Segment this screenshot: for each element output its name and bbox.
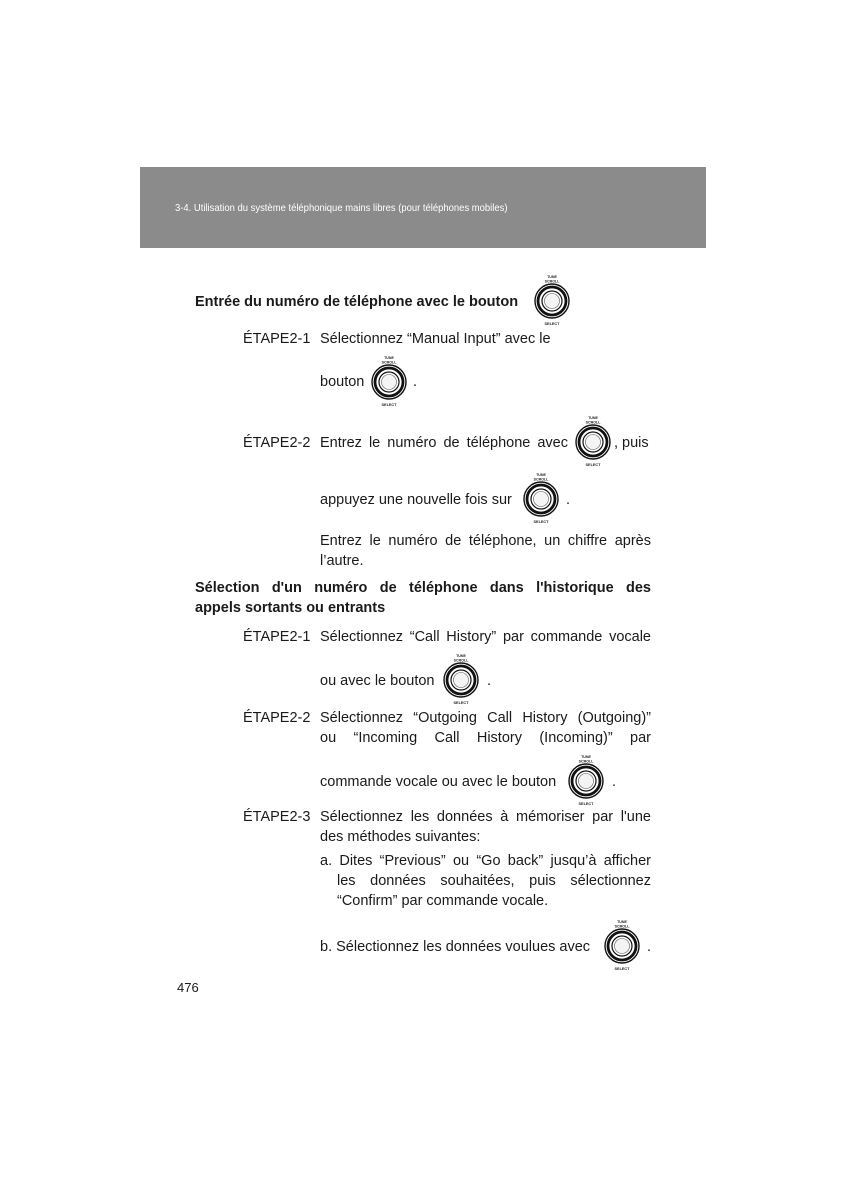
svg-text:SELECT: SELECT <box>453 701 469 705</box>
step-text: Sélectionnez “Outgoing Call History (Outgoing)” <box>320 710 651 726</box>
svg-text:SCROLL: SCROLL <box>453 658 469 663</box>
tune-scroll-knob-icon <box>573 414 613 468</box>
step-label: ÉTAPE2-2 <box>243 435 311 451</box>
svg-text:SCROLL: SCROLL <box>544 279 560 284</box>
svg-text:SELECT: SELECT <box>533 520 549 524</box>
svg-text:SCROLL: SCROLL <box>381 360 397 365</box>
step-label: ÉTAPE2-2 <box>243 710 311 726</box>
svg-text:TUNE: TUNE <box>547 275 557 279</box>
step-text: appuyez une nouvelle fois sur <box>320 492 512 508</box>
svg-text:SELECT: SELECT <box>614 967 630 971</box>
step-label: ÉTAPE2-1 <box>243 629 311 645</box>
svg-text:SCROLL: SCROLL <box>533 477 549 482</box>
svg-text:SCROLL: SCROLL <box>614 924 630 929</box>
svg-text:SCROLL: SCROLL <box>585 420 601 425</box>
svg-text:SCROLL: SCROLL <box>578 759 594 764</box>
punctuation: . <box>647 939 652 955</box>
step-text: commande vocale ou avec le bouton <box>320 774 557 790</box>
step-text: bouton <box>320 374 365 390</box>
tune-scroll-knob-icon <box>441 652 481 706</box>
step-text: , puis <box>614 435 649 451</box>
step-text: Sélectionnez les données à mémoriser par l'une <box>320 809 651 825</box>
step-label: ÉTAPE2-3 <box>243 809 311 825</box>
svg-text:SELECT: SELECT <box>585 463 601 467</box>
tune-scroll-knob-icon <box>602 918 642 972</box>
step-text: Sélectionnez “Call History” par commande vocale <box>320 629 651 645</box>
option-a-text: a. Dites “Previous” ou “Go back” jusqu’à afficher <box>320 853 651 869</box>
section-heading-call-history: appels sortants ou entrants <box>195 600 386 616</box>
note-text: Entrez le numéro de téléphone, un chiffre après <box>320 533 651 549</box>
step-text: ou avec le bouton <box>320 673 435 689</box>
tune-scroll-knob-icon <box>566 753 606 807</box>
punctuation: . <box>487 673 492 689</box>
punctuation: . <box>413 374 418 390</box>
punctuation: . <box>612 774 617 790</box>
svg-text:SELECT: SELECT <box>544 322 560 326</box>
step-text: Sélectionnez “Manual Input” avec le <box>320 331 551 347</box>
step-text: ou “Incoming Call History (Incoming)” par <box>320 730 651 746</box>
chapter-breadcrumb: 3-4. Utilisation du système téléphonique mains libres (pour téléphones mobiles) <box>175 202 508 214</box>
tune-scroll-knob-icon <box>532 273 572 327</box>
option-b-text: b. Sélectionnez les données voulues avec <box>320 939 591 955</box>
svg-text:TUNE: TUNE <box>581 755 591 759</box>
punctuation: . <box>566 492 571 508</box>
svg-text:TUNE: TUNE <box>384 356 394 360</box>
section-heading-call-history: Sélection d'un numéro de téléphone dans l'historique des <box>195 580 651 596</box>
tune-scroll-knob-icon <box>369 354 409 408</box>
svg-text:TUNE: TUNE <box>588 416 598 420</box>
step-label: ÉTAPE2-1 <box>243 331 311 347</box>
svg-text:TUNE: TUNE <box>536 473 546 477</box>
section-heading-manual-input: Entrée du numéro de téléphone avec le bouton <box>195 294 519 310</box>
step-text: des méthodes suivantes: <box>320 829 481 845</box>
chapter-header-band <box>140 167 706 248</box>
option-a-text: “Confirm” par commande vocale. <box>337 893 549 909</box>
page-number: 476 <box>177 980 199 995</box>
note-text: l’autre. <box>320 553 364 569</box>
step-text: Entrez le numéro de téléphone avec <box>320 435 568 451</box>
svg-text:SELECT: SELECT <box>381 403 397 407</box>
svg-text:TUNE: TUNE <box>456 654 466 658</box>
tune-scroll-knob-icon <box>521 471 561 525</box>
svg-text:SELECT: SELECT <box>578 802 594 806</box>
svg-text:TUNE: TUNE <box>617 920 627 924</box>
option-a-text: les données souhaitées, puis sélectionnez <box>337 873 651 889</box>
